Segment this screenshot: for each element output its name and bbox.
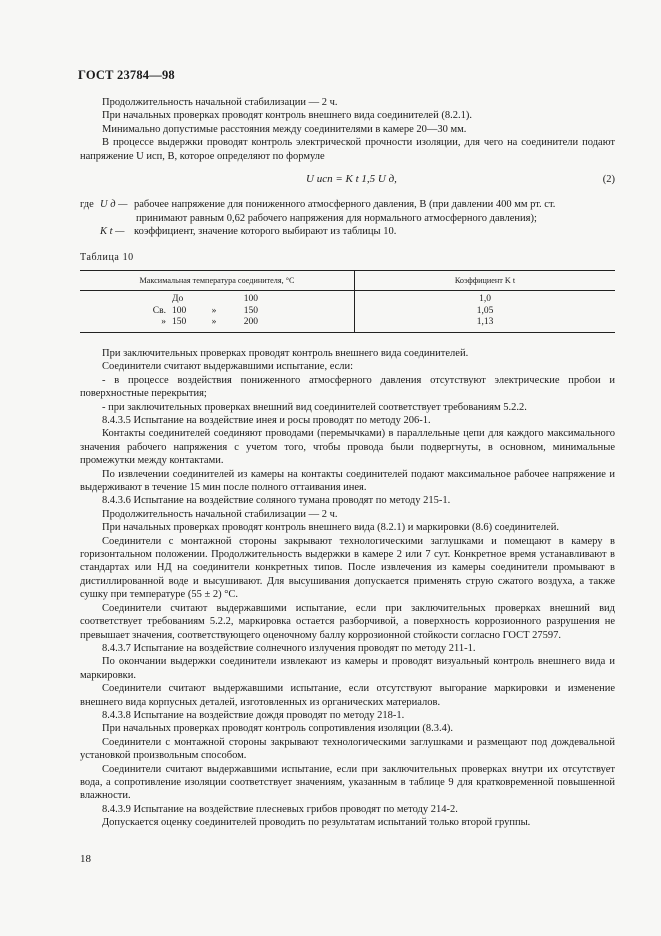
coefficient-cell: 1,0: [479, 294, 491, 305]
legend-lead: где: [80, 199, 94, 211]
document-body: [80, 96, 615, 830]
temp-to: 100: [243, 294, 258, 305]
paragraph: В процессе выдержки проводят контроль электрической прочности изоляции, для чего на соединители подают напряжение U исп, В, которое определяют по формуле: [80, 137, 615, 162]
formula-2: [80, 173, 615, 186]
legend-symbol-ud: U д —: [100, 199, 128, 211]
section-heading: 8.4.3.7 Испытание на воздействие солнечного излучения проводят по методу 211-1.: [102, 642, 476, 654]
temp-prefix: Св.: [152, 305, 166, 316]
legend-desc-ud: рабочее напряжение для пониженного атмосферного давления, В (при давлении 400 мм рт. ст.: [134, 199, 556, 211]
table-title: Таблица 10: [80, 251, 134, 263]
paragraph: Соединители считают выдержавшими испытание, если:: [102, 361, 354, 373]
legend-desc-ud-cont: принимают равным 0,62 рабочего напряжения для нормального атмосферного давления);: [136, 212, 537, 224]
paragraph: При начальных проверках проводят контроль внешнего вида соединителей (8.2.1).: [102, 110, 472, 122]
temp-prefix: [84, 294, 172, 306]
paragraph: Соединители с монтажной стороны закрывают технологическими заглушками и помещают в камеру в горизонтальном положении. Продолжительность выдержки в камере 2 или 7 сут. Конкретное время устанавливают в стандартах или НД на соединители конкретных типов. После извлечения из камеры соединители промывают в дистиллированной воде и высушивают. Для высушивания допускается применять струю сжатого воздуха, а также сушку при температуре (55 ± 2) °С.: [80, 535, 615, 601]
paragraph: Соединители считают выдержавшими испытание, если отсутствуют выгорание маркировки и изменение внешнего вида корпусных деталей, изготовленных из органических материалов.: [80, 683, 615, 708]
legend-row-kt: [80, 225, 615, 238]
section-heading: 8.4.3.5 Испытание на воздействие инея и росы проводят по методу 206-1.: [102, 415, 431, 426]
paragraph: Продолжительность начальной стабилизации — 2 ч.: [102, 508, 338, 520]
paragraph: По извлечении соединителей из камеры на контакты соединителей подают максимальное рабочее напряжение и выдерживают в течение 15 мин после полного оттаивания инея.: [80, 468, 615, 494]
paragraph: Продолжительность начальной стабилизации — 2 ч.: [102, 97, 338, 108]
paragraph: При начальных проверках проводят контроль сопротивления изоляции (8.3.4).: [102, 723, 453, 735]
page-number: 18: [80, 853, 91, 865]
temp-to: 150: [243, 305, 258, 316]
section-heading: 8.4.3.6 Испытание на воздействие соляного тумана проводят по методу 215-1.: [102, 495, 451, 507]
temp-from: 100: [172, 305, 187, 316]
paragraph: - при заключительных проверках внешний вид соединителей соответствует требованиям 5.2.2.: [102, 401, 527, 413]
paragraph: Допускается оценку соединителей проводить по результатам испытаний только второй группы.: [102, 817, 531, 829]
legend-row-ud: [80, 198, 615, 211]
table-header-coefficient: Коэффициент K t: [355, 271, 616, 291]
document-header: ГОСТ 23784—98: [78, 68, 175, 82]
formula-legend: [80, 198, 615, 238]
formula-expression: U исп = K t 1,5 U д,: [306, 173, 397, 186]
temp-from: 150: [172, 317, 187, 328]
paragraph: Минимально допустимые расстояния между соединителями в камере 20—30 мм.: [102, 123, 467, 135]
legend-desc-kt: коэффициент, значение которого выбирают из таблицы 10.: [134, 226, 397, 238]
paragraph: - в процессе воздействия пониженного атмосферного давления отсутствуют электрические пробои и поверхностные перекрытия;: [80, 374, 615, 400]
temp-from: До: [172, 294, 184, 305]
paragraph: Контакты соединителей соединяют проводами (перемычками) в параллельные цепи для каждого максимального значения рабочего напряжения с учетом того, чтобы провода были подвергнуты, в основном, минимальные промежутки между контактами.: [80, 428, 615, 467]
formula-number: (2): [602, 174, 615, 186]
section-heading: 8.4.3.9 Испытание на воздействие плесневых грибов проводят по методу 214-2.: [102, 803, 458, 815]
paragraph: При заключительных проверках проводят контроль внешнего вида соединителей.: [102, 347, 469, 359]
temp-sep: [204, 294, 224, 306]
table-header-temperature: Максимальная температура соединителя, °С: [80, 271, 355, 291]
paragraph: Соединители считают выдержавшими испытание, если при заключительных проверках внешний вид соответствует требованиям 5.2.2, маркировка остается разборчивой, а поверхность коррозионного разрушения не превышает значения, соответствующего оценочному баллу коррозионной стойкости согласно ГОСТ 27597.: [80, 602, 615, 641]
coefficient-cell: 1,13: [355, 317, 616, 332]
temp-sep: »: [211, 305, 217, 316]
table-10: [80, 270, 615, 333]
legend-symbol-kt: K t —: [100, 226, 125, 238]
table-row: [80, 317, 615, 332]
temp-sep: »: [211, 317, 217, 328]
paragraph: По окончании выдержки соединители извлекают из камеры и проводят визуальный контроль внешнего вида и маркировки.: [80, 656, 615, 681]
paragraph: При начальных проверках проводят контроль внешнего вида (8.2.1) и маркировки (8.6) соединителей.: [102, 522, 559, 534]
section-heading: 8.4.3.8 Испытание на воздействие дождя проводят по методу 218-1.: [102, 709, 405, 721]
coefficient-cell: 1,05: [476, 305, 494, 316]
temp-to: 200: [243, 317, 258, 328]
table-row: [80, 291, 615, 306]
paragraph: Соединители считают выдержавшими испытание, если при заключительных проверках внутри их отсутствует вода, а сопротивление изоляции соответствует значениям, указанным в таблице 9 для кратковременной повышенной влажности.: [80, 763, 615, 802]
table-row: [80, 306, 615, 318]
paragraph: Соединители с монтажной стороны закрывают технологическими заглушками и размещают под дождевальной установкой произвольным способом.: [80, 736, 615, 762]
temp-prefix: »: [161, 317, 166, 328]
